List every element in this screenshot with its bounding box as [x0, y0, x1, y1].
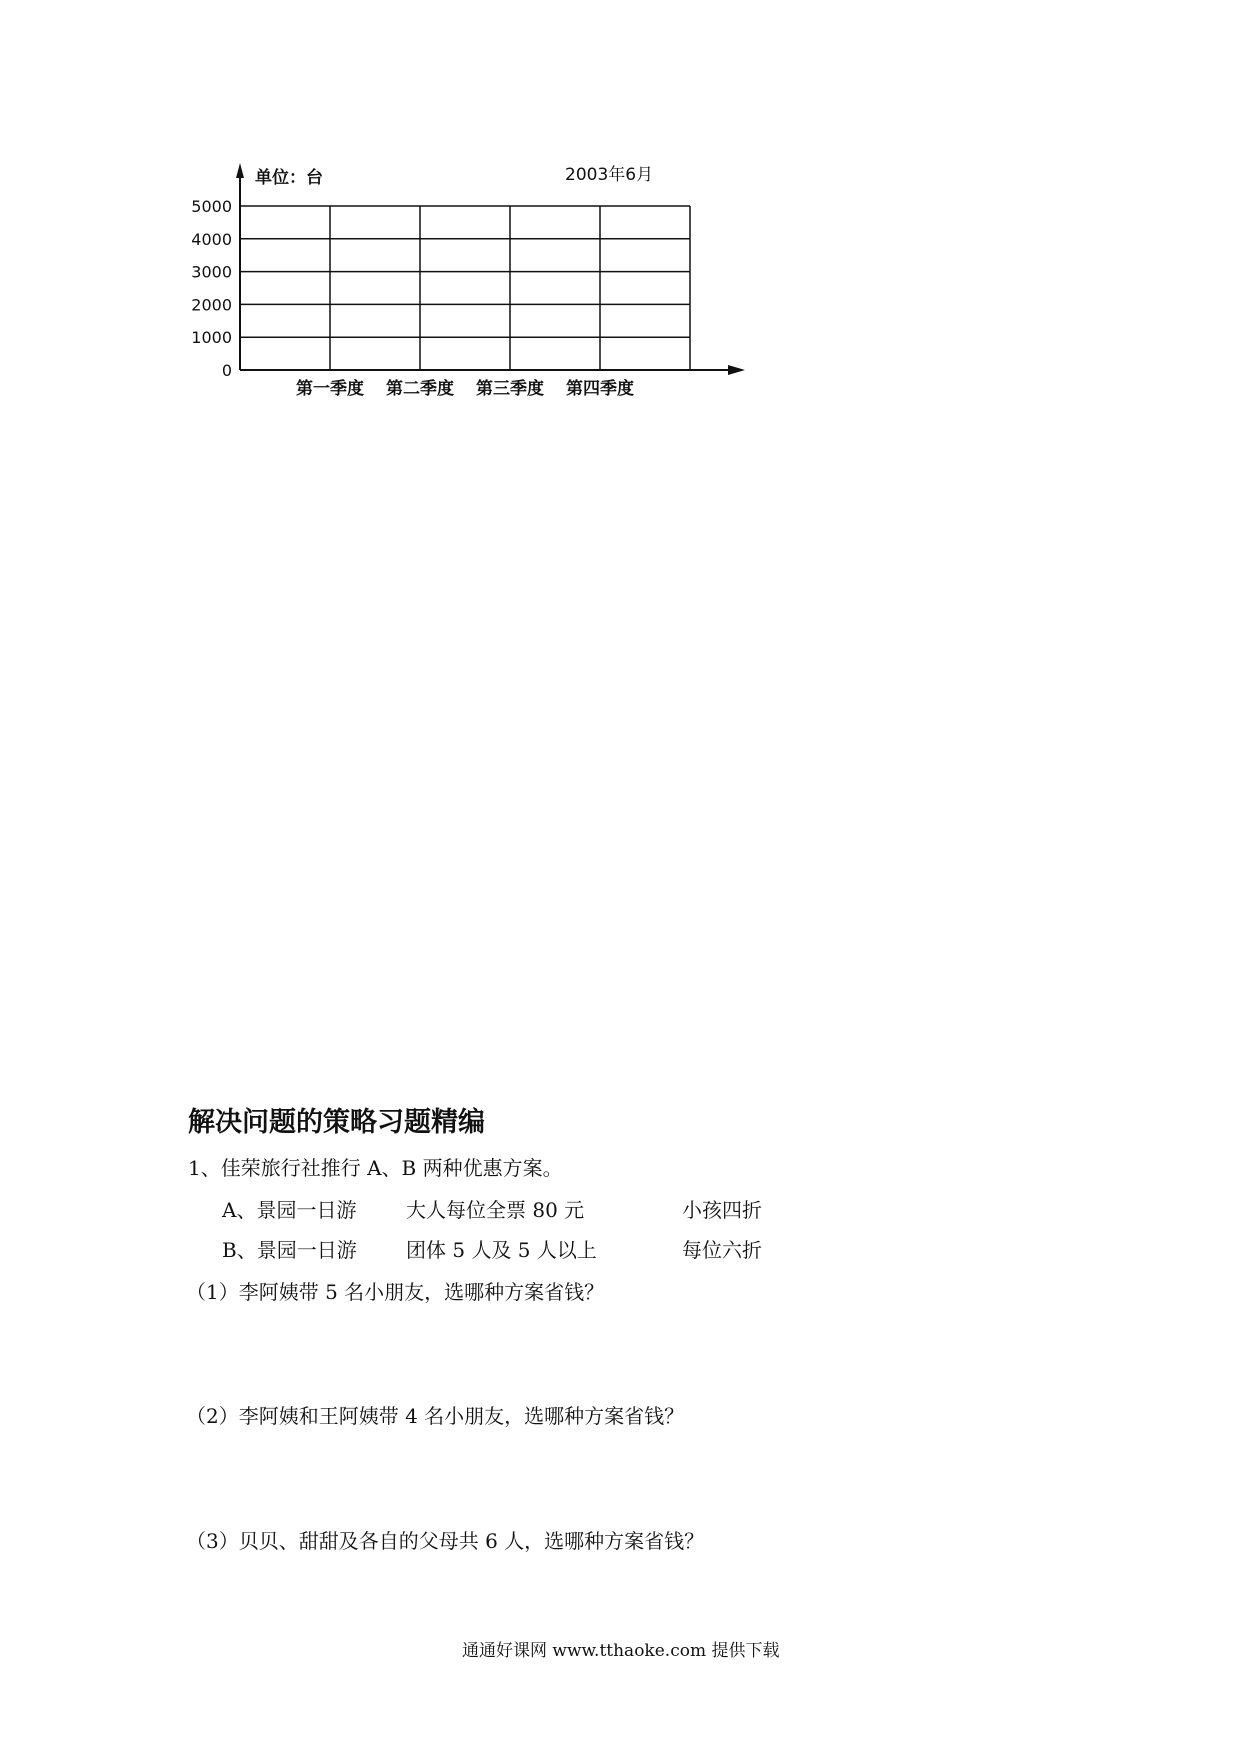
y-tick-labels — [191, 197, 232, 380]
x-axis-arrow-icon — [728, 365, 745, 375]
plan-a-discount: 小孩四折 — [682, 1198, 762, 1222]
category-label: 第三季度 — [476, 379, 544, 399]
category-label: 第一季度 — [296, 379, 364, 399]
footer-source: 通通好课网 www.tthaoke.com 提供下载 — [462, 1641, 780, 1661]
plan-a-name: A、景园一日游 — [222, 1198, 357, 1222]
y-tick-label: 4000 — [191, 229, 232, 249]
blank-bar-chart — [0, 0, 1240, 440]
category-label: 第四季度 — [566, 379, 634, 399]
chart-date: 2003年6月 — [565, 165, 654, 185]
plan-b-rule: 团体 5 人及 5 人以上 — [406, 1238, 597, 1262]
problem-intro: 1、佳荣旅行社推行 A、B 两种优惠方案。 — [188, 1156, 563, 1180]
y-tick-label: 1000 — [191, 328, 232, 348]
chart-grid — [240, 206, 690, 370]
x-category-labels — [296, 378, 634, 399]
section-title: 解决问题的策略习题精编 — [188, 1107, 485, 1138]
y-tick-label: 2000 — [191, 295, 232, 315]
plan-a-rule: 大人每位全票 80 元 — [406, 1198, 585, 1222]
question-3: （3）贝贝、甜甜及各自的父母共 6 人，选哪种方案省钱？ — [186, 1529, 705, 1553]
y-axis-arrow-icon — [236, 163, 244, 178]
y-tick-label: 3000 — [191, 262, 232, 282]
plan-b-name: B、景园一日游 — [222, 1238, 357, 1262]
plan-b-discount: 每位六折 — [682, 1238, 762, 1262]
y-tick-label: 0 — [221, 361, 232, 380]
unit-label: 单位：台 — [255, 168, 323, 188]
question-2: （2）李阿姨和王阿姨带 4 名小朋友，选哪种方案省钱？ — [186, 1404, 685, 1428]
y-tick-label: 5000 — [191, 197, 232, 216]
category-label: 第二季度 — [386, 379, 454, 399]
question-1: （1）李阿姨带 5 名小朋友，选哪种方案省钱？ — [186, 1280, 605, 1304]
